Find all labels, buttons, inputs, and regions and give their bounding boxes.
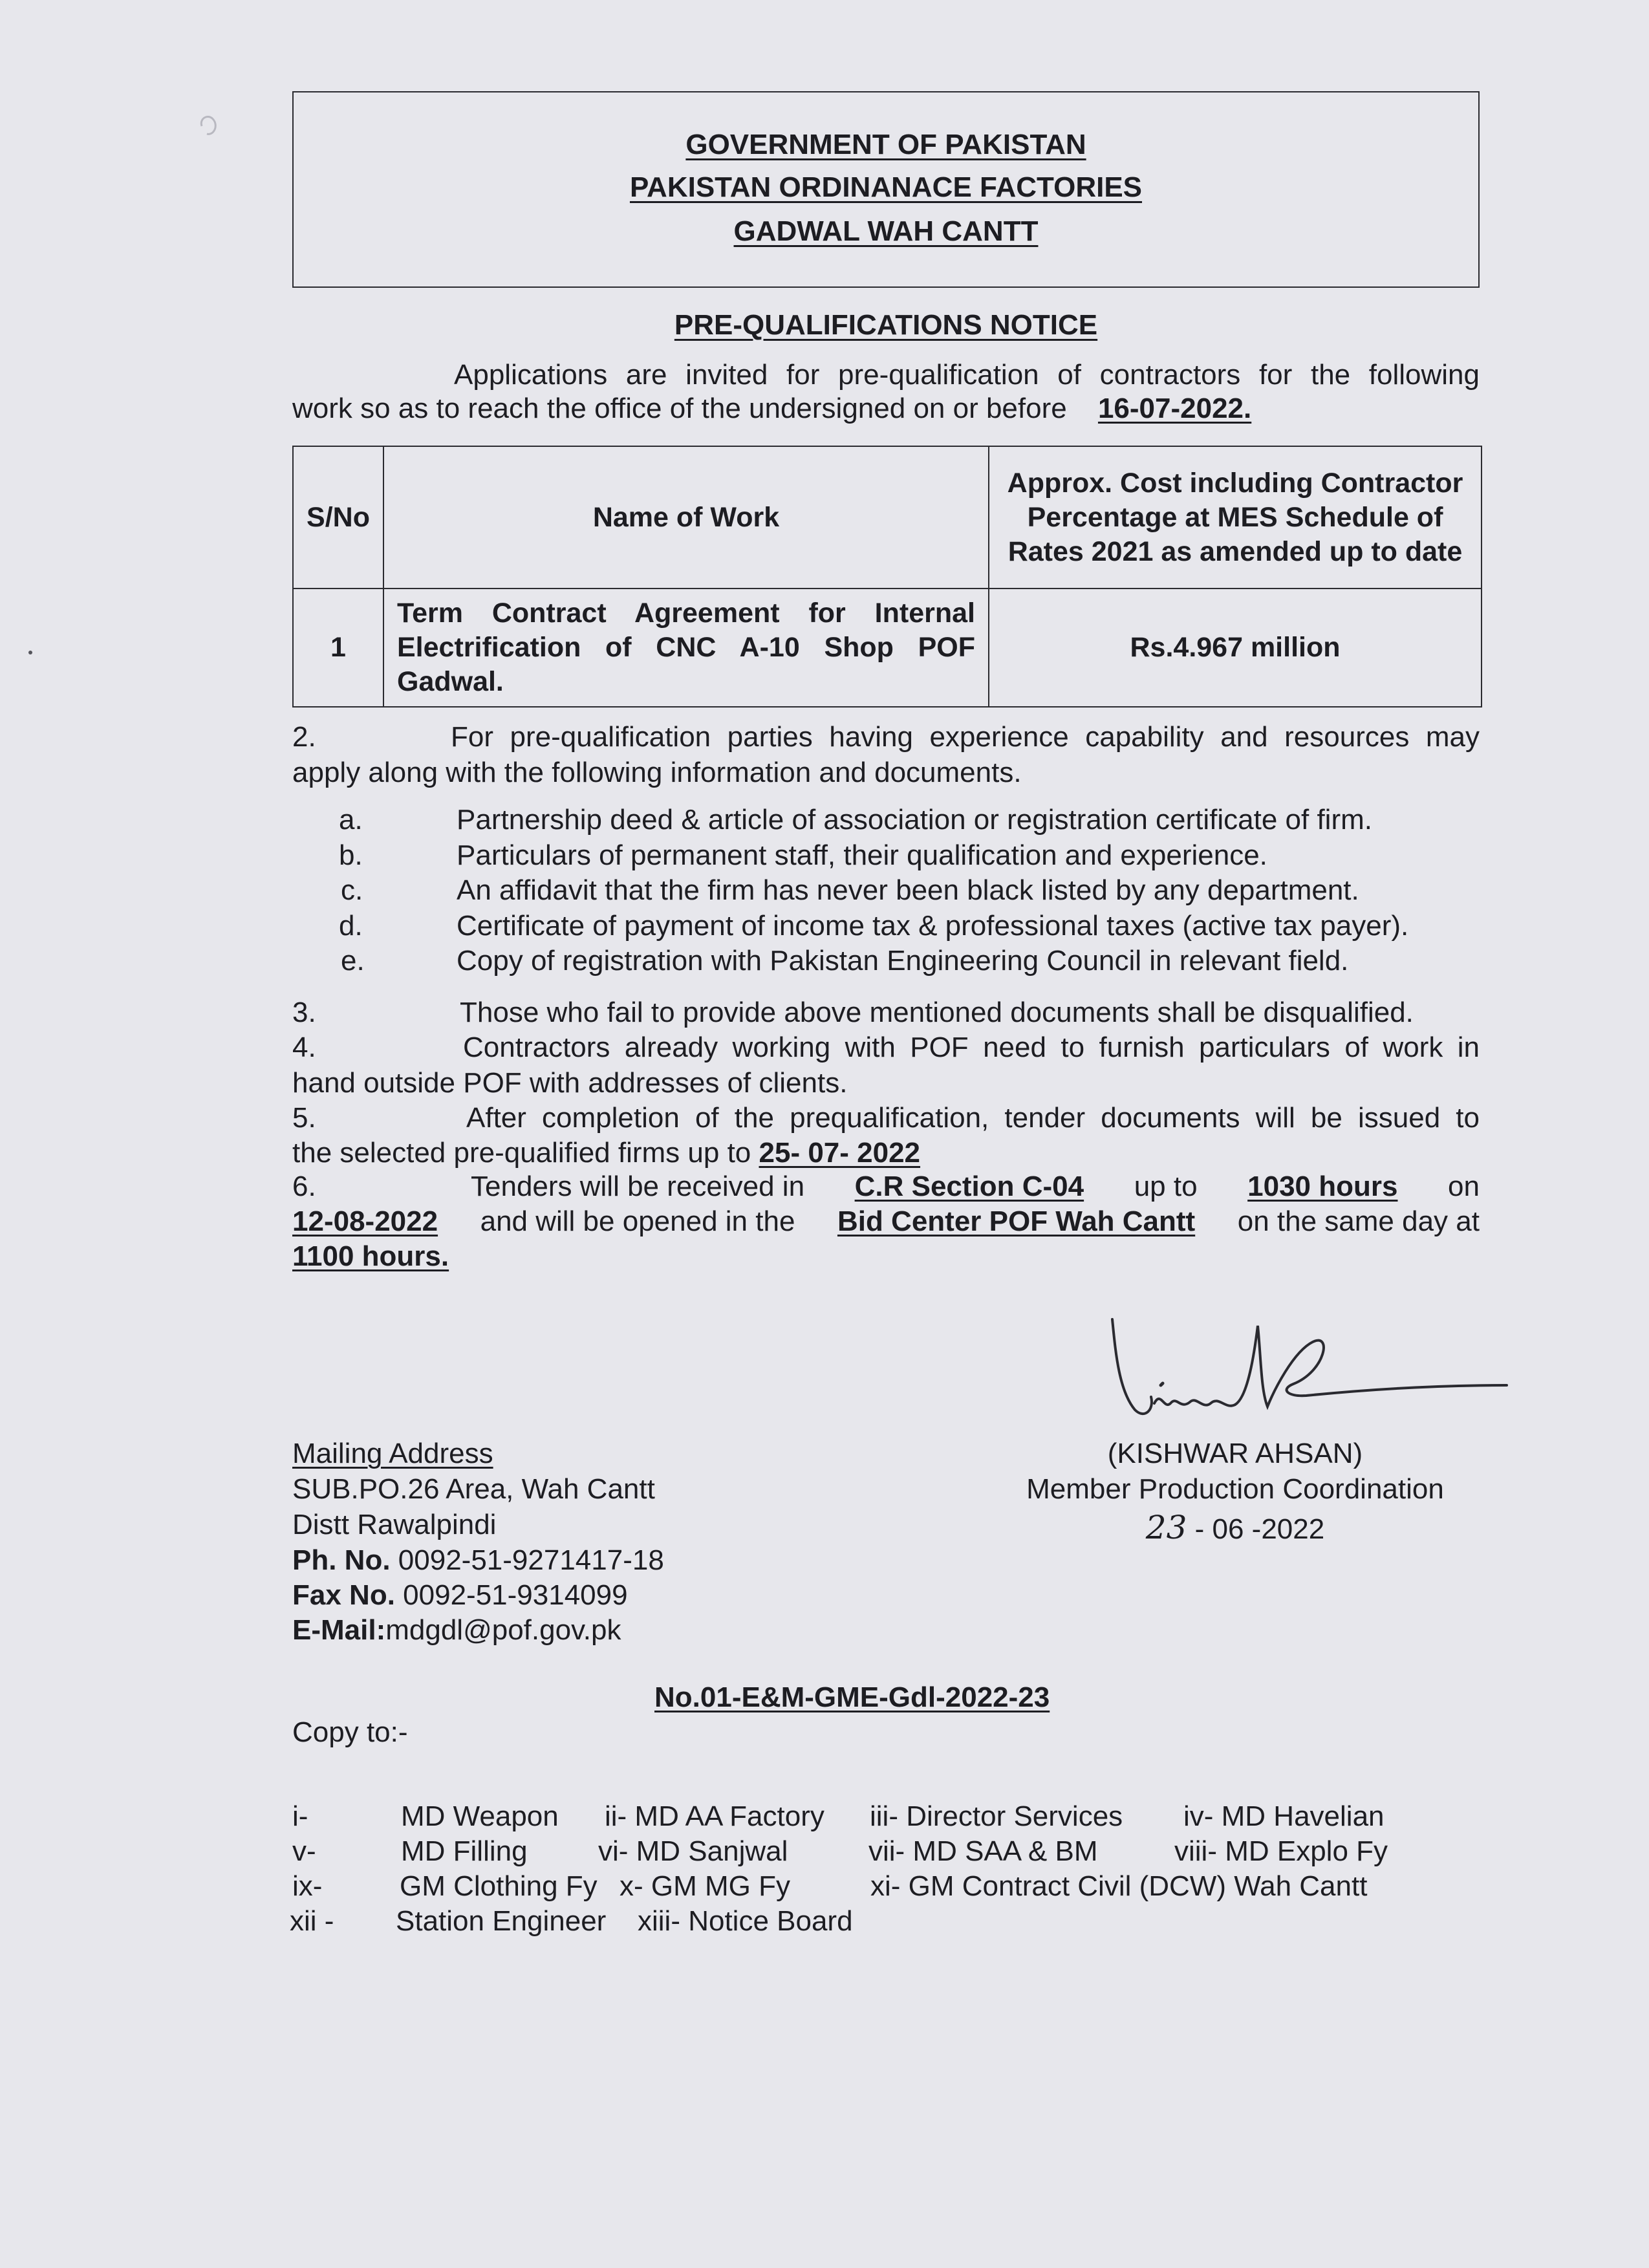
doc-b-letter: b. [339,839,363,871]
para3-number: 3. [292,997,316,1028]
fax-label: Fax No. [292,1579,395,1611]
intro-line1: Applications are invited for pre-qualification of contractors for the following [454,359,1480,391]
phone-label: Ph. No. [292,1544,391,1576]
scan-dot [28,651,32,654]
para6-text-4: and will be opened in the [480,1205,795,1237]
para6-venue: Bid Center POF Wah Cantt [837,1205,1196,1237]
para4-number: 4. [292,1031,316,1063]
header-organization: PAKISTAN ORDINANACE FACTORIES [629,171,1143,203]
mailing-line1: SUB.PO.26 Area, Wah Cantt [292,1473,655,1505]
signatory-name: (KISHWAR AHSAN) [1107,1438,1363,1469]
para6-number: 6. [292,1171,316,1202]
signatory-date-rest: - 06 -2022 [1194,1513,1325,1545]
para5-line2-text: the selected pre-qualified firms up to [292,1137,751,1169]
table-row [293,589,1482,707]
copy-to-item: xii - [290,1905,334,1937]
doc-a-text: Partnership deed & article of association or registration certificate of firm. [457,804,1372,836]
copy-to-item: x- GM MG Fy [620,1870,790,1902]
para6-text-2: up to [1134,1171,1198,1202]
para5-line1: After completion of the prequalification, tender documents will be issued to [466,1102,1480,1134]
para6-line1 [471,1171,1480,1203]
signatory-date [989,1509,1481,1546]
email-address[interactable]: mdgdl@pof.gov.pk [385,1614,621,1646]
doc-c-text: An affidavit that the firm has never been black listed by any department. [457,874,1359,906]
phone-number: 0092-51-9271417-18 [398,1544,664,1576]
header-location: GADWAL WAH CANTT [733,215,1039,247]
copy-to-item: Station Engineer [396,1905,607,1937]
para6-text-3: on [1448,1171,1480,1202]
copy-to-item: ix- [292,1870,323,1902]
row-sno: 1 [293,589,383,707]
para2-line2: apply along with the following information and documents. [292,757,1022,788]
doc-a-letter: a. [339,804,363,836]
works-table [292,446,1482,707]
copy-to-item: i- [292,1800,308,1832]
copy-to-item: iii- Director Services [870,1800,1123,1832]
header-government: GOVERNMENT OF PAKISTAN [685,129,1086,160]
header-box [292,91,1480,288]
intro-line2-text: work so as to reach the office of the undersigned on or before [292,393,1067,424]
doc-e-letter: e. [341,945,365,977]
row-name-of-work: Term Contract Agreement for Internal Electrification of CNC A-10 Shop POF Gadwal. [383,589,989,707]
para4-line1: Contractors already working with POF need to furnish particulars of work in [463,1031,1480,1063]
copy-to-label: Copy to:- [292,1716,408,1748]
doc-e-text: Copy of registration with Pakistan Engineering Council in relevant field. [457,945,1349,977]
para6-text-5: on the same day at [1237,1205,1480,1237]
intro-line2 [292,393,1251,425]
para6-time2: 1100 hours. [292,1240,449,1272]
doc-d-text: Certificate of payment of income tax & professional taxes (active tax payer). [457,910,1409,942]
copy-to-item: MD Filling [401,1835,528,1867]
row-cost: Rs.4.967 million [989,589,1482,707]
para2-number: 2. [292,721,316,753]
reference-number: No.01-E&M-GME-Gdl-2022-23 [654,1681,1050,1713]
copy-to-item: xi- GM Contract Civil (DCW) Wah Cantt [870,1870,1368,1902]
mailing-phone [292,1544,664,1577]
para2-line1: For pre-qualification parties having experience capability and resources may [451,721,1480,753]
para6-line2 [292,1205,1480,1238]
header-approx-cost: Approx. Cost including Contractor Percentage at MES Schedule of Rates 2021 as amended up to date [989,446,1482,589]
para6-location: C.R Section C-04 [854,1171,1084,1202]
scan-speck [194,107,226,146]
mailing-title: Mailing Address [292,1438,493,1469]
email-label: E-Mail: [292,1614,386,1646]
signatory-designation: Member Production Coordination [1026,1473,1444,1505]
copy-to-item: GM Clothing Fy [400,1870,598,1902]
mailing-fax [292,1579,628,1612]
copy-to-item: iv- MD Havelian [1183,1800,1385,1832]
para6-time1: 1030 hours [1247,1171,1398,1202]
copy-to-item: MD Weapon [401,1800,559,1832]
copy-to-item: vi- MD Sanjwal [598,1835,788,1867]
para6-date: 12-08-2022 [292,1205,438,1237]
doc-d-letter: d. [339,910,363,942]
copy-to-item: vii- MD SAA & BM [868,1835,1098,1867]
notice-title: PRE-QUALIFICATIONS NOTICE [674,309,1098,341]
para6-text-1: Tenders will be received in [471,1171,805,1202]
para5-number: 5. [292,1102,316,1134]
para4-line2: hand outside POF with addresses of clients. [292,1067,848,1099]
para5-line2 [292,1137,920,1169]
signature-image [1099,1313,1513,1442]
table-header-row [293,446,1482,589]
header-name-of-work: Name of Work [383,446,989,589]
header-sno: S/No [293,446,383,589]
copy-to-item: v- [292,1835,316,1867]
copy-to-item: viii- MD Explo Fy [1174,1835,1388,1867]
copy-to-item: ii- MD AA Factory [605,1800,824,1832]
doc-c-letter: c. [341,874,363,906]
doc-b-text: Particulars of permanent staff, their qualification and experience. [457,839,1267,871]
copy-to-item: xiii- Notice Board [638,1905,853,1937]
mailing-line2: Distt Rawalpindi [292,1509,497,1540]
para3-text: Those who fail to provide above mentioned documents shall be disqualified. [460,997,1414,1028]
signatory-date-day: 23 [1145,1509,1187,1546]
fax-number: 0092-51-9314099 [403,1579,628,1611]
para5-date: 25- 07- 2022 [759,1137,921,1169]
intro-deadline: 16-07-2022. [1097,393,1252,424]
mailing-email [292,1614,621,1647]
